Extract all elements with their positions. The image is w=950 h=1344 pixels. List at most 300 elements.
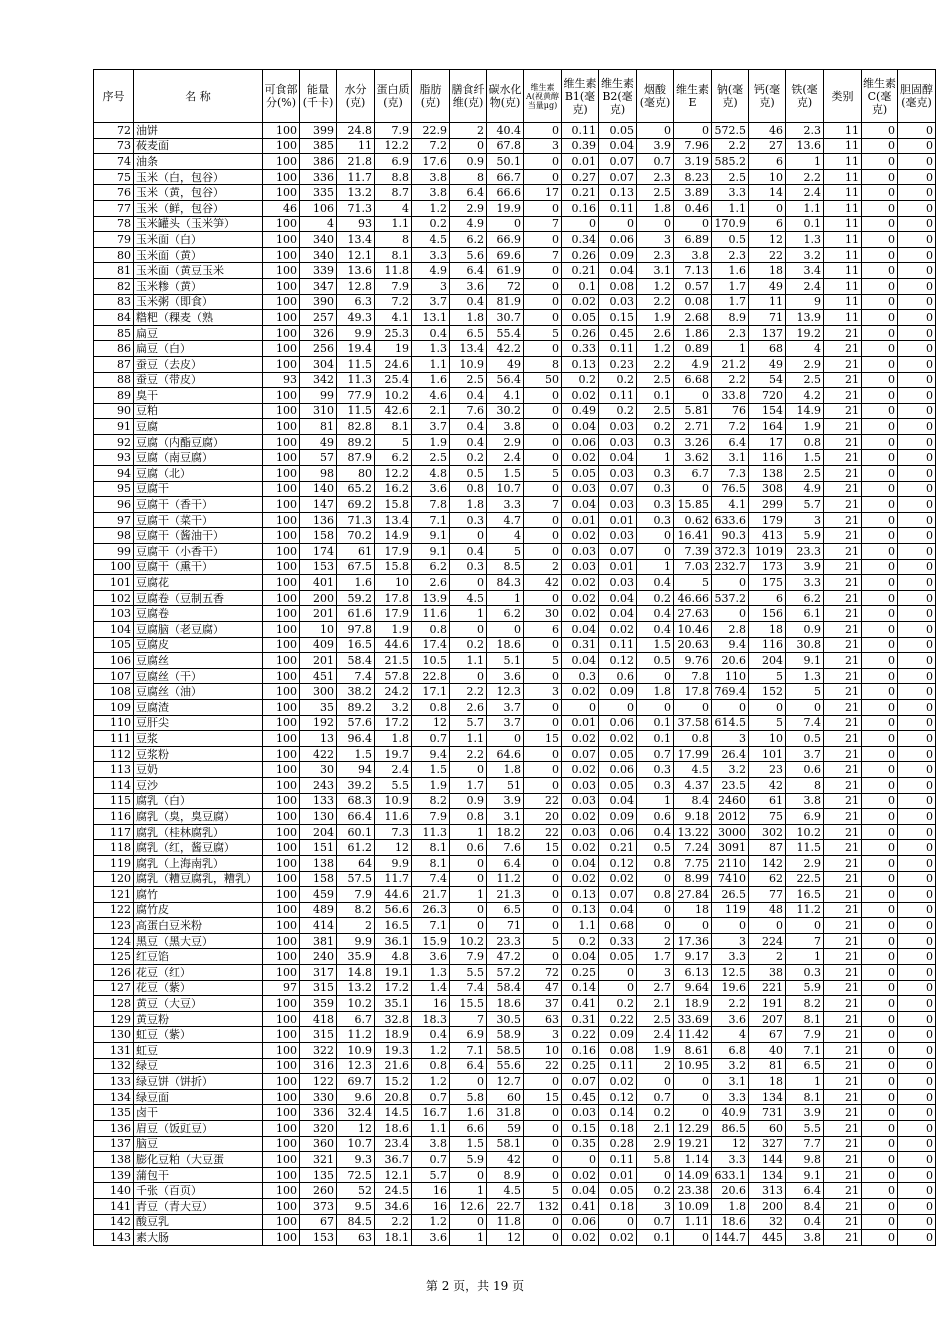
nutrient-value: 21 [824, 871, 862, 887]
nutrient-value: 21 [824, 544, 862, 560]
nutrient-value: 0.33 [562, 341, 599, 357]
nutrient-value: 0.2 [599, 372, 637, 388]
food-name: 豆腐（南豆腐） [134, 450, 263, 466]
table-row [94, 169, 936, 185]
nutrient-value: 56.4 [487, 372, 524, 388]
nutrient-value: 0 [524, 1152, 562, 1168]
nutrient-value: 100 [263, 341, 300, 357]
nutrient-value: 66.7 [487, 169, 524, 185]
nutrient-value: 11.3 [337, 372, 375, 388]
nutrient-value: 151 [300, 840, 337, 856]
nutrient-value: 21 [824, 1167, 862, 1183]
nutrient-value: 69.6 [487, 247, 524, 263]
nutrient-value: 21 [824, 466, 862, 482]
nutrient-value: 0 [862, 544, 898, 560]
food-name: 腐乳（白） [134, 793, 263, 809]
nutrient-value: 11 [824, 169, 862, 185]
nutrient-value: 11.7 [375, 871, 412, 887]
nutrient-value: 100 [263, 1074, 300, 1090]
table-row [94, 123, 936, 139]
nutrient-value: 67.5 [337, 559, 375, 575]
food-name: 玉米面（黄豆玉米 [134, 263, 263, 279]
nutrient-value: 321 [300, 1152, 337, 1168]
nutrient-value: 0.08 [599, 1043, 637, 1059]
nutrient-value: 0.49 [562, 403, 599, 419]
nutrient-value: 17.8 [375, 590, 412, 606]
nutrient-value: 1.5 [786, 450, 824, 466]
nutrient-value: 0.11 [562, 123, 599, 139]
nutrient-value: 6.6 [450, 1121, 487, 1137]
nutrient-value: 0.02 [599, 622, 637, 638]
nutrient-value: 1 [450, 887, 487, 903]
nutrient-value: 9.9 [375, 855, 412, 871]
row-index: 89 [94, 388, 134, 404]
nutrient-value: 4.37 [674, 777, 712, 793]
nutrient-value: 0.06 [599, 715, 637, 731]
nutrient-value: 0.01 [599, 1167, 637, 1183]
nutrient-value: 0.8 [674, 731, 712, 747]
row-index: 98 [94, 528, 134, 544]
nutrient-value: 0 [898, 1214, 936, 1230]
nutrient-value: 0.23 [599, 356, 637, 372]
nutrient-value: 51 [487, 777, 524, 793]
nutrient-value: 30 [524, 606, 562, 622]
nutrient-value: 30.8 [786, 637, 824, 653]
nutrient-value: 0.28 [599, 1136, 637, 1152]
nutrient-value: 0.1 [637, 731, 674, 747]
nutrient-value: 0.02 [562, 450, 599, 466]
nutrient-value: 17.8 [674, 684, 712, 700]
nutrient-value: 33.69 [674, 1011, 712, 1027]
row-index: 110 [94, 715, 134, 731]
food-name: 黑豆（黑大豆） [134, 933, 263, 949]
nutrient-value: 13.1 [412, 310, 450, 326]
nutrient-value: 0.02 [562, 762, 599, 778]
nutrient-value: 1.1 [412, 1121, 450, 1137]
nutrient-value: 19.4 [337, 341, 375, 357]
nutrient-value: 7.03 [674, 559, 712, 575]
food-name: 豆腐（内酯豆腐） [134, 434, 263, 450]
nutrient-value: 21 [824, 1152, 862, 1168]
nutrient-value: 0.06 [562, 1214, 599, 1230]
nutrient-value: 71 [487, 918, 524, 934]
nutrient-value: 3.26 [674, 434, 712, 450]
nutrient-value: 2.5 [637, 185, 674, 201]
nutrient-value: 315 [300, 1027, 337, 1043]
nutrient-value: 38 [749, 965, 786, 981]
nutrient-value: 75 [749, 809, 786, 825]
nutrient-value: 0 [524, 949, 562, 965]
nutrient-value: 21 [824, 918, 862, 934]
nutrient-value: 327 [749, 1136, 786, 1152]
table-row [94, 1152, 936, 1168]
nutrient-value: 0 [862, 341, 898, 357]
table-row [94, 731, 936, 747]
table-row [94, 622, 936, 638]
nutrient-value: 21 [824, 902, 862, 918]
nutrient-value: 10.9 [450, 356, 487, 372]
nutrient-value: 140 [300, 481, 337, 497]
nutrient-value: 7.2 [712, 419, 749, 435]
nutrient-value: 84.3 [487, 575, 524, 591]
nutrient-value: 0 [862, 356, 898, 372]
nutrient-value: 100 [263, 762, 300, 778]
nutrient-value: 21 [824, 1198, 862, 1214]
nutrient-value: 0 [862, 372, 898, 388]
nutrient-value: 46 [749, 123, 786, 139]
nutrient-value: 3.3 [412, 247, 450, 263]
nutrient-value: 154 [749, 403, 786, 419]
nutrient-value: 0.6 [450, 840, 487, 856]
nutrient-value: 0.8 [450, 481, 487, 497]
nutrient-value: 0.02 [562, 1167, 599, 1183]
nutrient-value: 257 [300, 310, 337, 326]
nutrient-value: 10.2 [337, 996, 375, 1012]
nutrient-value: 0.3 [637, 466, 674, 482]
nutrient-value: 0.4 [450, 388, 487, 404]
nutrient-value: 6.5 [487, 902, 524, 918]
nutrient-value: 122 [300, 1074, 337, 1090]
nutrient-value: 0 [450, 871, 487, 887]
food-name: 玉米面（白） [134, 232, 263, 248]
nutrient-value: 21 [824, 762, 862, 778]
nutrient-value: 0 [898, 341, 936, 357]
nutrient-value: 0.03 [562, 481, 599, 497]
nutrient-value: 100 [263, 497, 300, 513]
nutrient-value: 0.04 [599, 263, 637, 279]
nutrient-value: 71.3 [337, 200, 375, 216]
nutrient-value: 0 [524, 1136, 562, 1152]
nutrient-value: 0 [862, 590, 898, 606]
nutrient-value: 11 [824, 154, 862, 170]
nutrient-value: 0.57 [674, 278, 712, 294]
nutrient-value: 18.6 [712, 1214, 749, 1230]
nutrient-value: 3.4 [786, 263, 824, 279]
nutrient-value: 1.5 [450, 1136, 487, 1152]
nutrient-value: 0.04 [599, 590, 637, 606]
nutrient-value: 1.9 [786, 419, 824, 435]
nutrient-value: 81.9 [487, 294, 524, 310]
nutrient-value: 0 [524, 419, 562, 435]
table-row [94, 154, 936, 170]
nutrient-value: 11 [824, 185, 862, 201]
nutrient-value: 21 [824, 1183, 862, 1199]
nutrient-value: 4 [487, 528, 524, 544]
nutrient-value: 9.76 [674, 653, 712, 669]
nutrient-value: 6.1 [786, 606, 824, 622]
nutrient-value: 16.41 [674, 528, 712, 544]
nutrient-value: 100 [263, 684, 300, 700]
nutrient-value: 10 [524, 1043, 562, 1059]
nutrient-value: 0 [862, 762, 898, 778]
row-index: 99 [94, 544, 134, 560]
nutrient-value: 731 [749, 1105, 786, 1121]
nutrient-value: 97 [263, 980, 300, 996]
nutrient-value: 64 [337, 855, 375, 871]
nutrient-value: 13.2 [337, 980, 375, 996]
nutrient-value: 2 [337, 918, 375, 934]
nutrient-value: 2.5 [786, 372, 824, 388]
nutrient-value: 2.9 [786, 356, 824, 372]
nutrient-value: 0.02 [562, 1230, 599, 1246]
nutrient-value: 1.8 [637, 200, 674, 216]
nutrient-value: 0.09 [599, 809, 637, 825]
nutrient-value: 1.6 [712, 263, 749, 279]
nutrient-value: 0.05 [599, 123, 637, 139]
nutrient-value: 17.99 [674, 746, 712, 762]
nutrient-value: 0 [898, 902, 936, 918]
nutrient-value: 3.6 [450, 278, 487, 294]
nutrient-value: 3.8 [786, 1230, 824, 1246]
nutrient-value: 100 [263, 278, 300, 294]
nutrient-value: 2.2 [712, 372, 749, 388]
nutrient-value: 0 [524, 263, 562, 279]
nutrient-value: 0 [862, 528, 898, 544]
nutrient-value: 0.07 [599, 481, 637, 497]
header-row [94, 70, 936, 123]
nutrient-value: 4.5 [412, 232, 450, 248]
nutrient-value: 0 [749, 918, 786, 934]
nutrient-value: 60 [749, 1121, 786, 1137]
food-name: 豆腐干（菜干） [134, 512, 263, 528]
nutrient-value: 1.5 [412, 762, 450, 778]
nutrient-value: 22.7 [487, 1198, 524, 1214]
nutrient-value: 7.8 [674, 668, 712, 684]
nutrient-value: 0.6 [786, 762, 824, 778]
nutrient-value: 0.31 [562, 1011, 599, 1027]
row-index: 75 [94, 169, 134, 185]
nutrient-value: 4.5 [450, 590, 487, 606]
nutrient-value: 170.9 [712, 216, 749, 232]
nutrient-value: 94 [337, 762, 375, 778]
nutrient-value: 93 [337, 216, 375, 232]
nutrient-value: 0.04 [599, 793, 637, 809]
nutrient-value: 158 [300, 871, 337, 887]
nutrient-value: 0 [898, 200, 936, 216]
nutrient-value: 0.7 [412, 1152, 450, 1168]
nutrient-value: 12.3 [487, 684, 524, 700]
nutrient-value: 2.3 [712, 247, 749, 263]
nutrient-value: 20.6 [712, 1183, 749, 1199]
nutrient-value: 100 [263, 1152, 300, 1168]
nutrient-value: 8.99 [674, 871, 712, 887]
nutrient-value: 16 [412, 996, 450, 1012]
nutrient-value: 191 [749, 996, 786, 1012]
row-index: 118 [94, 840, 134, 856]
nutrient-value: 0.4 [412, 325, 450, 341]
nutrient-value: 1.6 [337, 575, 375, 591]
nutrient-value: 0 [524, 902, 562, 918]
nutrient-value: 4 [712, 1027, 749, 1043]
nutrient-value: 0 [862, 200, 898, 216]
nutrient-value: 116 [749, 450, 786, 466]
nutrient-value: 3.3 [712, 185, 749, 201]
food-name: 豆粕 [134, 403, 263, 419]
nutrient-value: 13.6 [786, 138, 824, 154]
nutrient-value: 342 [300, 372, 337, 388]
nutrient-value: 15.5 [450, 996, 487, 1012]
nutrient-value: 0 [898, 356, 936, 372]
nutrient-value: 22 [524, 793, 562, 809]
nutrient-value: 5 [749, 715, 786, 731]
nutrient-value: 24.6 [375, 356, 412, 372]
food-name: 豆腐 [134, 419, 263, 435]
nutrient-value: 0 [524, 341, 562, 357]
nutrient-value: 11 [749, 294, 786, 310]
nutrient-value: 0 [524, 855, 562, 871]
nutrient-value: 89.2 [337, 699, 375, 715]
nutrient-value: 0 [487, 731, 524, 747]
nutrient-value: 0.8 [412, 1058, 450, 1074]
nutrient-value: 26.3 [412, 902, 450, 918]
nutrient-value: 22 [524, 824, 562, 840]
row-index: 136 [94, 1121, 134, 1137]
row-index: 139 [94, 1167, 134, 1183]
nutrient-value: 0.04 [562, 419, 599, 435]
nutrient-value: 2.1 [637, 1121, 674, 1137]
nutrient-value: 3 [637, 1198, 674, 1214]
nutrient-value: 7.39 [674, 544, 712, 560]
nutrient-value: 7.9 [375, 123, 412, 139]
nutrient-value: 36.1 [375, 933, 412, 949]
nutrient-value: 0.02 [562, 840, 599, 856]
nutrient-value: 100 [263, 918, 300, 934]
nutrient-value: 11 [824, 294, 862, 310]
nutrient-value: 0 [637, 699, 674, 715]
nutrient-value: 2.6 [412, 575, 450, 591]
nutrient-value: 81 [300, 419, 337, 435]
nutrient-value: 1 [786, 1074, 824, 1090]
nutrient-value: 82.8 [337, 419, 375, 435]
nutrient-value: 0 [862, 809, 898, 825]
nutrient-value: 100 [263, 216, 300, 232]
nutrient-value: 0.11 [599, 341, 637, 357]
nutrient-value: 11.8 [487, 1214, 524, 1230]
nutrient-value: 3.9 [786, 559, 824, 575]
row-index: 120 [94, 871, 134, 887]
nutrient-value: 0 [524, 310, 562, 326]
nutrient-value: 0 [749, 699, 786, 715]
nutrient-value: 0 [898, 715, 936, 731]
nutrient-value: 110 [712, 668, 749, 684]
food-name: 豆腐干（熏干） [134, 559, 263, 575]
nutrient-value: 260 [300, 1183, 337, 1199]
nutrient-value: 3 [412, 278, 450, 294]
nutrient-value: 0 [898, 746, 936, 762]
nutrient-value: 6.8 [712, 1043, 749, 1059]
nutrient-value: 17.1 [412, 684, 450, 700]
row-index: 111 [94, 731, 134, 747]
food-name: 玉米糁（黄） [134, 278, 263, 294]
nutrient-value: 0 [524, 777, 562, 793]
nutrient-value: 1.14 [674, 1152, 712, 1168]
nutrient-value: 2.3 [712, 325, 749, 341]
nutrient-value: 21 [824, 684, 862, 700]
food-name: 腐乳（红，酱豆腐） [134, 840, 263, 856]
nutrient-value: 87 [749, 840, 786, 856]
food-name: 腐竹 [134, 887, 263, 903]
nutrient-value: 6.7 [337, 1011, 375, 1027]
nutrient-value: 3 [712, 933, 749, 949]
nutrient-value: 21 [824, 528, 862, 544]
nutrient-value: 100 [263, 575, 300, 591]
nutrient-value: 399 [300, 123, 337, 139]
nutrient-value: 0 [898, 855, 936, 871]
nutrient-value: 55.4 [487, 325, 524, 341]
nutrient-value: 418 [300, 1011, 337, 1027]
nutrient-value: 21 [824, 965, 862, 981]
nutrient-value: 373 [300, 1198, 337, 1214]
nutrient-value: 100 [263, 544, 300, 560]
nutrient-value: 0 [862, 996, 898, 1012]
nutrient-value: 0 [898, 1027, 936, 1043]
nutrient-value: 2.3 [786, 123, 824, 139]
nutrient-value: 57.2 [487, 965, 524, 981]
nutrient-value: 67.8 [487, 138, 524, 154]
nutrient-value: 0 [862, 949, 898, 965]
nutrient-value: 0 [862, 871, 898, 887]
nutrient-value: 0.04 [562, 622, 599, 638]
table-row [94, 933, 936, 949]
nutrient-value: 0.1 [786, 216, 824, 232]
row-index: 73 [94, 138, 134, 154]
nutrient-value: 0 [862, 123, 898, 139]
column-header: 维生素C(毫克) [862, 70, 898, 123]
nutrient-value: 0 [712, 606, 749, 622]
nutrient-value: 0 [637, 902, 674, 918]
nutrient-value: 19.9 [487, 200, 524, 216]
nutrient-value: 6.5 [786, 1058, 824, 1074]
nutrient-value: 100 [263, 715, 300, 731]
nutrient-value: 10.09 [674, 1198, 712, 1214]
nutrient-value: 21 [824, 1058, 862, 1074]
nutrient-value: 0 [898, 965, 936, 981]
nutrient-value: 100 [263, 933, 300, 949]
nutrient-value: 0.04 [599, 450, 637, 466]
nutrient-value: 21 [824, 1011, 862, 1027]
row-index: 95 [94, 481, 134, 497]
row-index: 129 [94, 1011, 134, 1027]
nutrient-value: 310 [300, 403, 337, 419]
nutrient-value: 1.7 [450, 777, 487, 793]
nutrient-value: 0.02 [562, 575, 599, 591]
nutrient-value: 0.03 [599, 528, 637, 544]
nutrient-value: 0.5 [712, 232, 749, 248]
nutrient-value: 138 [749, 466, 786, 482]
nutrient-value: 0.8 [450, 809, 487, 825]
nutrient-value: 36.7 [375, 1152, 412, 1168]
nutrient-value: 49 [300, 434, 337, 450]
nutrient-value: 100 [263, 637, 300, 653]
nutrient-value: 0 [862, 918, 898, 934]
nutrient-value: 7.75 [674, 855, 712, 871]
nutrient-value: 0 [862, 1121, 898, 1137]
nutrient-value: 0 [524, 637, 562, 653]
nutrient-value: 614.5 [712, 715, 749, 731]
nutrient-value: 71 [749, 310, 786, 326]
row-index: 143 [94, 1230, 134, 1246]
table-row [94, 1183, 936, 1199]
nutrient-value: 17.9 [375, 606, 412, 622]
nutrient-value: 7.6 [450, 403, 487, 419]
nutrient-value: 1 [450, 824, 487, 840]
nutrient-value: 0.46 [674, 200, 712, 216]
nutrient-value: 1.1 [450, 731, 487, 747]
nutrient-value: 0 [524, 762, 562, 778]
nutrient-value: 0.11 [599, 1058, 637, 1074]
nutrient-value: 12 [337, 1121, 375, 1137]
nutrient-value: 21 [824, 1230, 862, 1246]
